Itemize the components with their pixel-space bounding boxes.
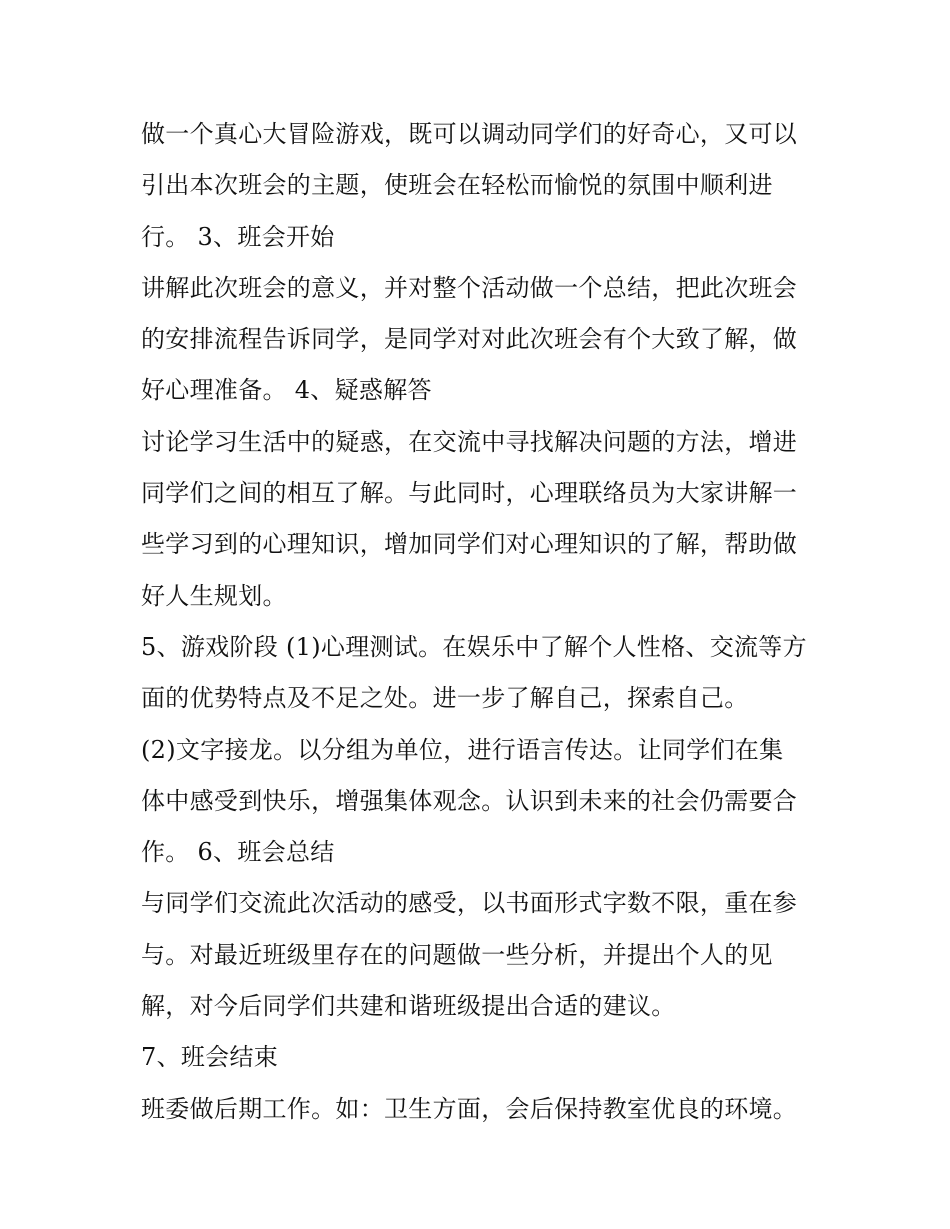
text-line: 讲解此次班会的意义，并对整个活动做一个总结，把此次班会 xyxy=(141,273,798,302)
text-line: 班委做后期工作。如：卫生方面，会后保持教室优良的环境。 xyxy=(141,1094,798,1123)
text-line: 好人生规划。 xyxy=(141,581,287,610)
text-line: 面的优势特点及不足之处。进一步了解自己，探索自己。 xyxy=(141,684,749,713)
text-line: 讨论学习生活中的疑惑，在交流中寻找解决问题的方法，增进 xyxy=(141,427,798,456)
text-line: 行。 3、班会开始 xyxy=(141,222,335,251)
text-line: 引出本次班会的主题，使班会在轻松而愉悦的氛围中顺利进 xyxy=(141,171,773,200)
text-line: 与同学们交流此次活动的感受，以书面形式字数不限，重在参 xyxy=(141,889,798,918)
text-line: 与。对最近班级里存在的问题做一些分析，并提出个人的见 xyxy=(141,940,773,969)
text-line: 5、游戏阶段 (1)心理测试。在娱乐中了解个人性格、交流等方 xyxy=(141,632,807,661)
text-line: (2)文字接龙。以分组为单位，进行语言传达。让同学们在集 xyxy=(141,735,784,764)
text-line: 作。 6、班会总结 xyxy=(141,838,335,867)
text-line: 的安排流程告诉同学，是同学对对此次班会有个大致了解，做 xyxy=(141,325,798,354)
text-line: 做一个真心大冒险游戏，既可以调动同学们的好奇心，又可以 xyxy=(141,120,798,148)
text-line: 好心理准备。 4、疑惑解答 xyxy=(141,376,432,405)
text-line: 些学习到的心理知识，增加同学们对心理知识的了解，帮助做 xyxy=(141,530,798,559)
text-line: 解，对今后同学们共建和谐班级提出合适的建议。 xyxy=(141,992,676,1021)
text-line: 体中感受到快乐，增强集体观念。认识到未来的社会仍需要合 xyxy=(141,786,798,815)
text-line: 7、班会结束 xyxy=(141,1043,279,1072)
text-line: 同学们之间的相互了解。与此同时，心理联络员为大家讲解一 xyxy=(141,479,798,508)
body-text xyxy=(141,109,821,1135)
